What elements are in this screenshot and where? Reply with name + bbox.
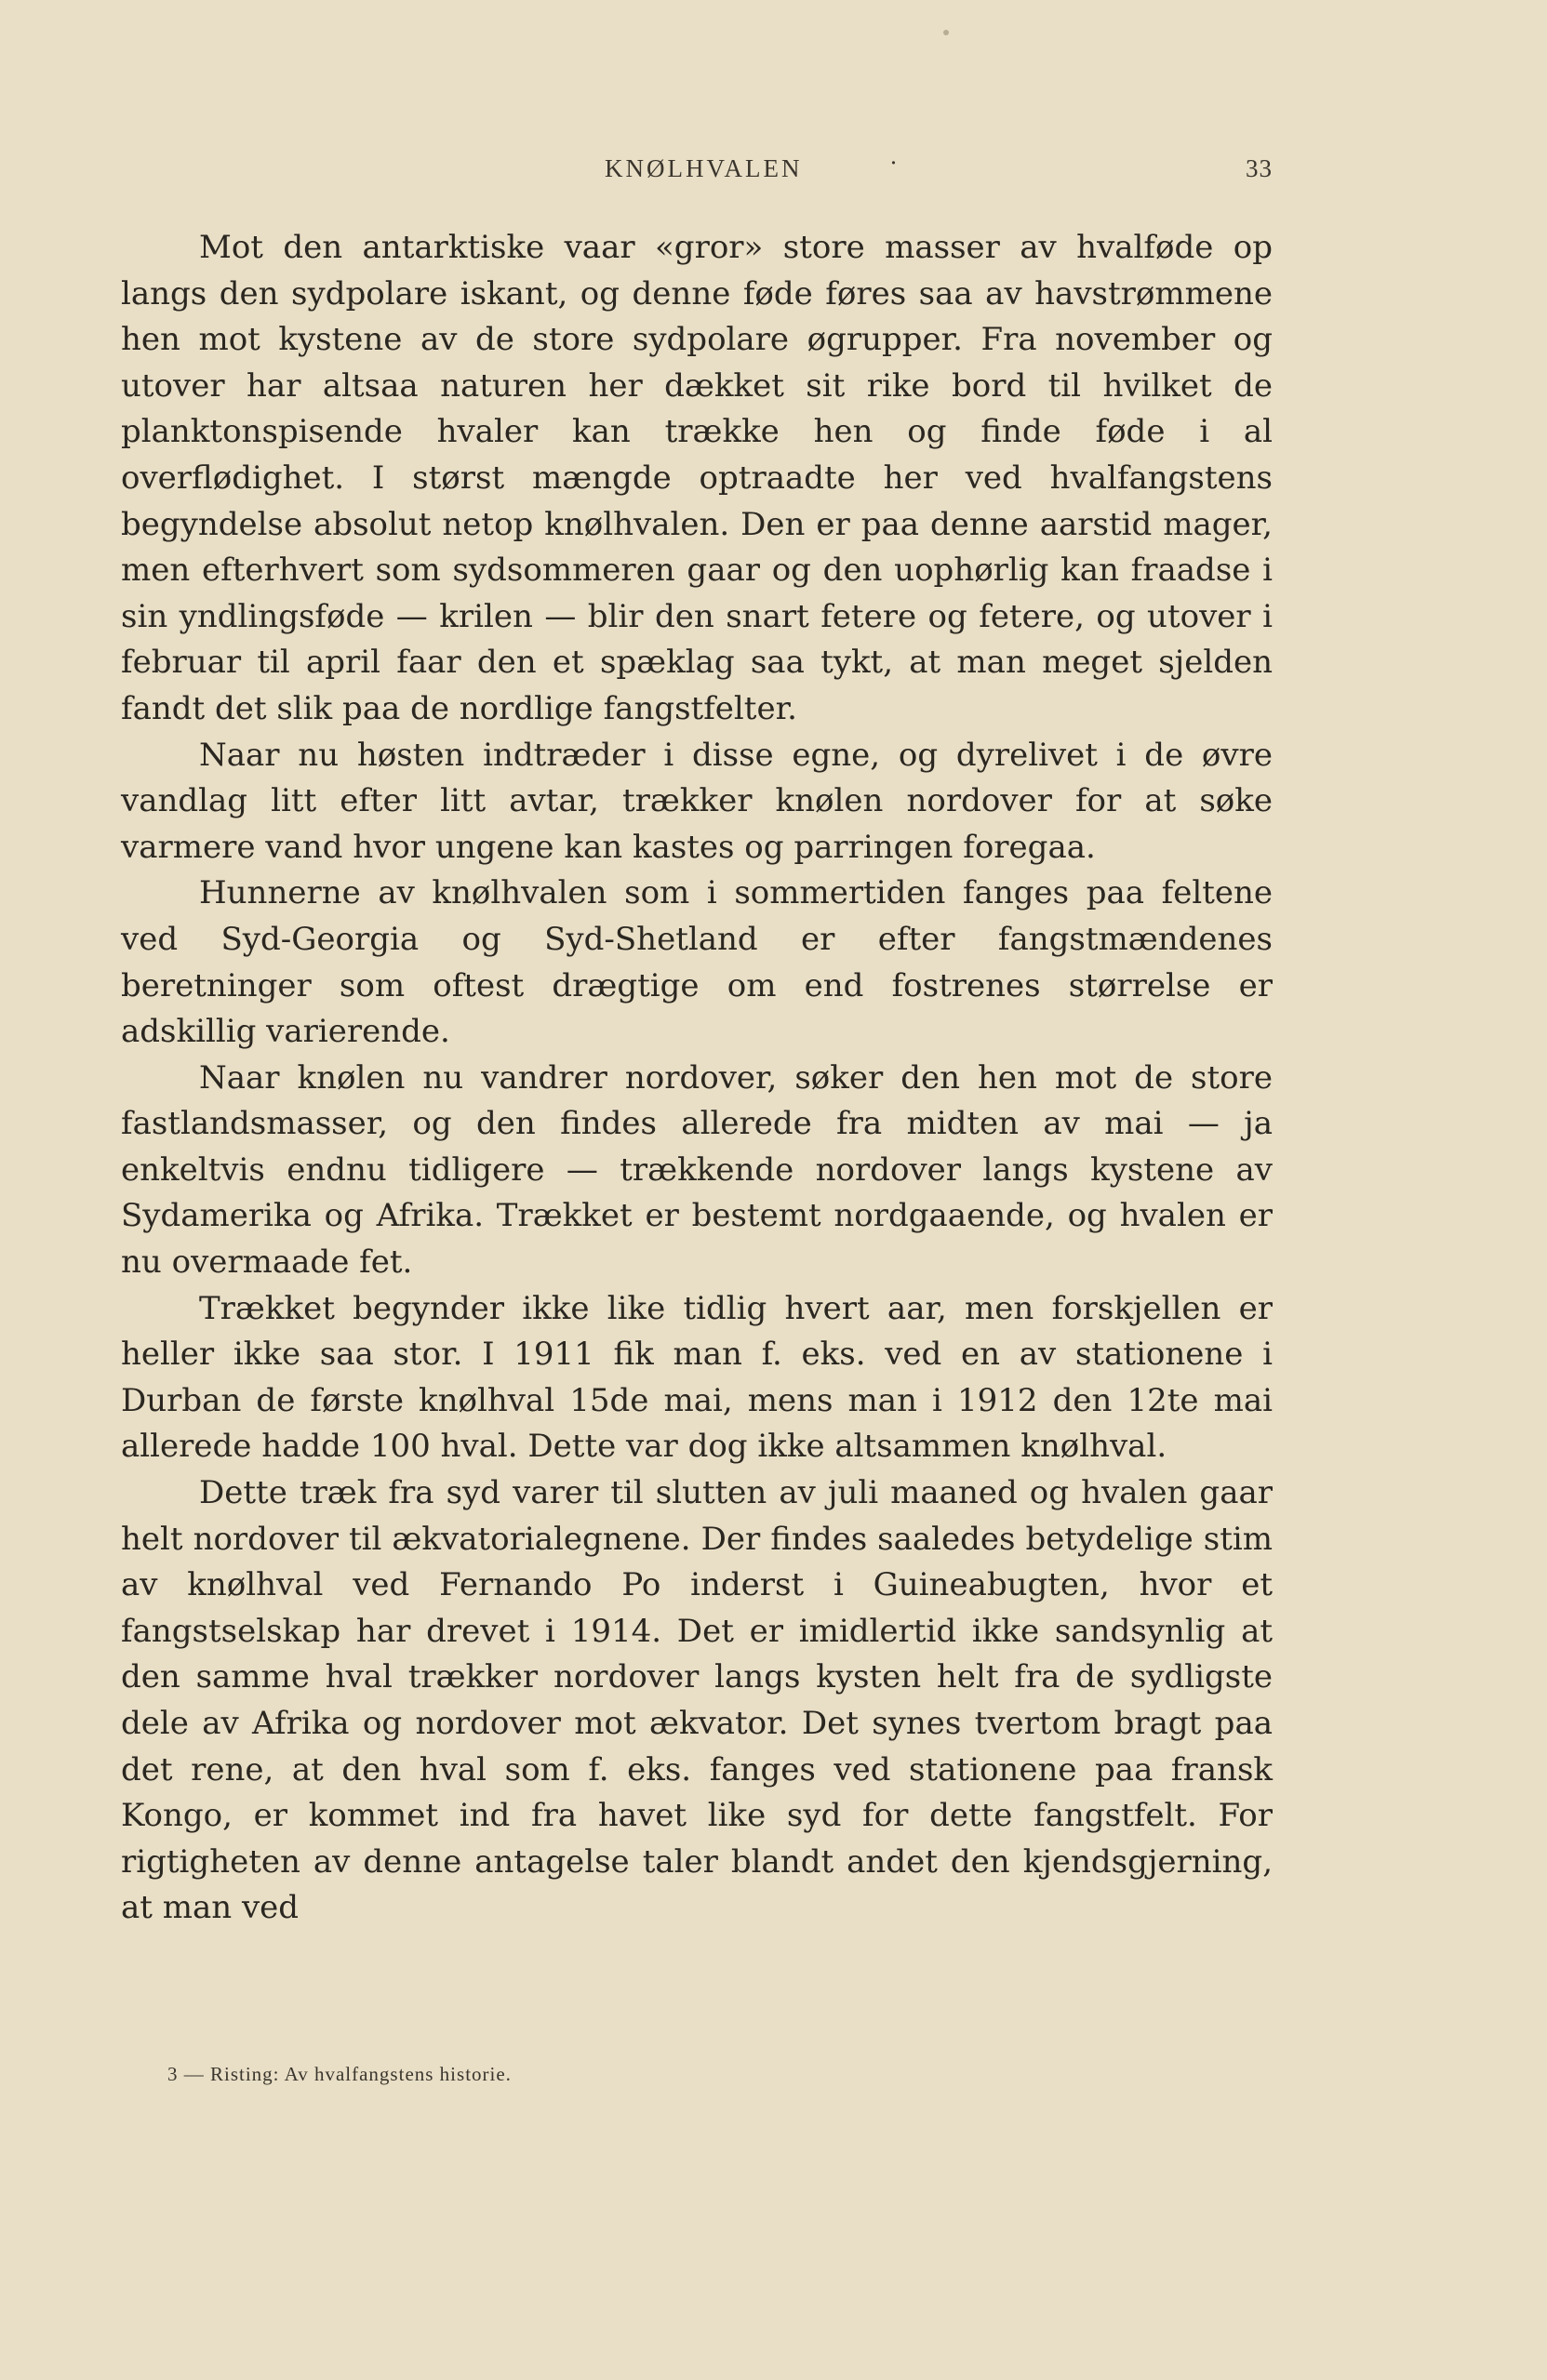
paragraph: Trækket begynder ikke like tidlig hvert aar, men forskjellen er heller ikke saa stor. I 1911 fik man f. eks. ved en av stationene i Durban de første knølhval 15de mai, mens man i 1912 den 12te mai allerede hadde 100 hval. Dette var dog ikke altsammen knølhval. xyxy=(121,1289,1273,1466)
paragraph: Naar knølen nu vandrer nordover, søker den hen mot de store fastlandsmasser, og den findes allerede fra midten av mai — ja enkeltvis endnu tidligere — trækkende nordover langs kystene av Sydamerika og Afrika. Trækket er bestemt nordgaaende, og hvalen er nu overmaade fet. xyxy=(121,1058,1273,1282)
body-text xyxy=(121,225,1273,1932)
signature-footnote: 3 — Risting: Av hvalfangstens historie. xyxy=(167,2063,512,2085)
paragraph: Hunnerne av knølhvalen som i sommertiden fanges paa feltene ved Syd-Georgia og Syd-Shetland er efter fangstmændenes beretninger som oftest drægtige om end fostrenes størrelse er adskillig varierende. xyxy=(121,874,1273,1051)
header-separator: · xyxy=(889,149,900,177)
page-number: 33 xyxy=(1246,154,1273,182)
paragraph: Naar nu høsten indtræder i disse egne, og dyrelivet i de øvre vandlag litt efter litt avtar, trækker knølen nordover for at søke varmere vand hvor ungene kan kastes og parringen foregaa. xyxy=(121,736,1273,866)
running-header xyxy=(121,149,1273,192)
running-title: KNØLHVALEN xyxy=(605,154,803,182)
paragraph: Mot den antarktiske vaar «gror» store masser av hvalføde op langs den sydpolare iskant, og denne føde føres saa av havstrømmene hen mot kystene av de store sydpolare øgrupper. Fra november og utover har altsaa naturen her dækket sit rike bord til hvilket de planktonspisende hvaler kan trække hen og finde føde i al overflødighet. I størst mængde optraadte her ved hvalfangstens begyndelse absolut netop knølhvalen. Den er paa denne aarstid mager, men efterhvert som sydsommeren gaar og den uophørlig kan fraadse i sin yndlingsføde — krilen — blir den snart fetere og fetere, og utover i februar til april faar den et spæklag saa tykt, at man meget sjelden fandt det slik paa de nordlige fangstfelter. xyxy=(121,229,1273,727)
paragraph: Dette træk fra syd varer til slutten av juli maaned og hvalen gaar helt nordover til ækvatorialegnene. Der findes saaledes betydelige stim av knølhval ved Fernando Po inderst i Guineabugten, hvor et fangstselskap har drevet i 1914. Det er imidlertid ikke sandsynlig at den samme hval trækker nordover langs kysten helt fra de sydligste dele av Afrika og nordover mot ækvator. Det synes tvertom bragt paa det rene, at den hval som f. eks. fanges ved stationene paa fransk Kongo, er kommet ind fra havet like syd for dette fangstfelt. For rigtigheten av denne antagelse taler blandt andet den kjendsgjerning, at man ved xyxy=(121,1474,1273,1927)
paper-speck xyxy=(943,30,949,35)
